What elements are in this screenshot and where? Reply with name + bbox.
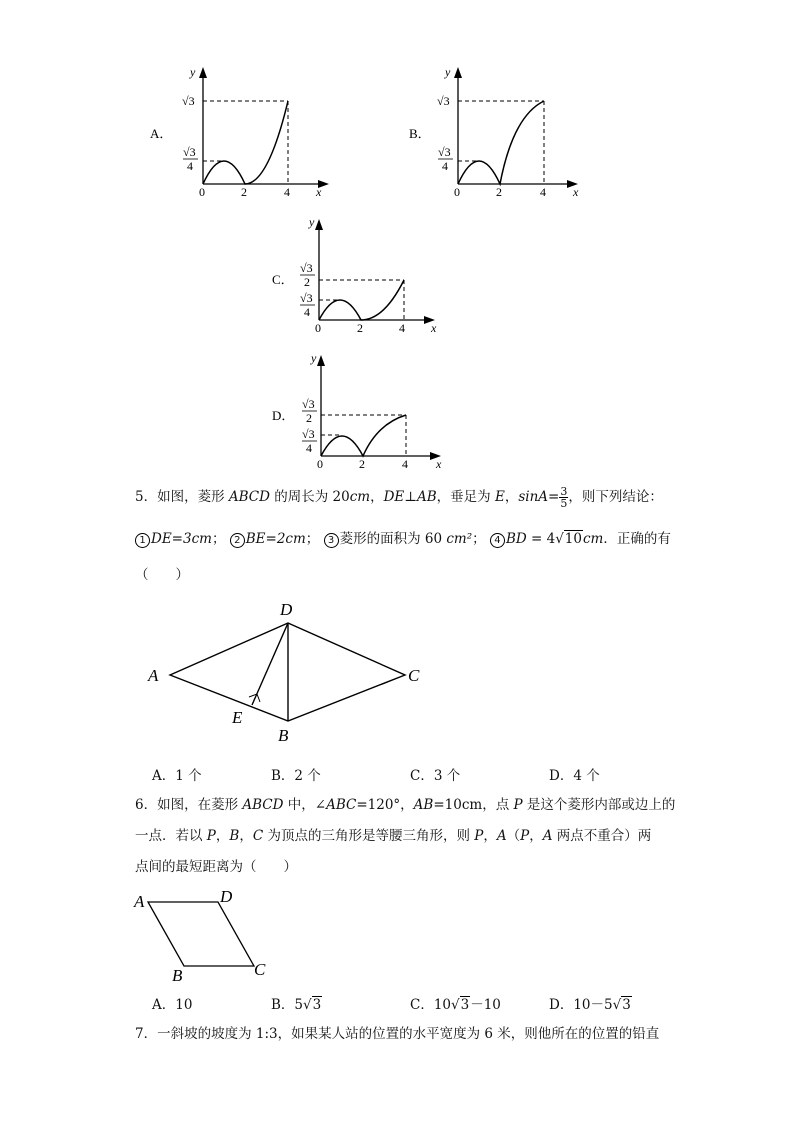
circled-2-icon: 2 <box>230 533 245 548</box>
vertex-a: A <box>148 666 159 685</box>
q6-option-b[interactable]: B．5√3 <box>271 997 322 1013</box>
tick-4: 4 <box>284 185 290 199</box>
q5-option-d[interactable]: D．4 个 <box>549 768 600 784</box>
q5-stem-line1: 5．如图，菱形 ABCD 的周长为 20cm，DE⊥AB，垂足为 E，sinA= $\frac{3}{5}$ ，则下列结论： <box>135 485 663 510</box>
x-axis-label: x <box>316 185 322 199</box>
y-arrow-icon <box>317 355 325 366</box>
vertex-b: B <box>278 726 289 745</box>
q6-option-a[interactable]: A．10 <box>152 997 193 1013</box>
q7-stem-line1: 7．一斜坡的坡度为 1:3，如果某人站的位置的水平宽度为 6 米，则他所在的位置的铅直 <box>135 1026 660 1042</box>
graph-c-label: C． <box>272 272 294 287</box>
y-arrow-icon <box>199 67 207 78</box>
graph-option-b <box>395 60 595 200</box>
vertex-b: B <box>172 966 183 985</box>
tick-0: 0 <box>199 185 205 199</box>
y-axis-label: y <box>309 215 315 229</box>
tick-2: 2 <box>241 185 247 199</box>
tick-4: 4 <box>402 457 408 471</box>
tick-sqrt3-4-den: 4 <box>304 305 310 319</box>
tick-sqrt3-4-num: √3 <box>300 291 313 305</box>
q6-option-d[interactable]: D．10－5√3 <box>549 997 631 1013</box>
tick-sqrt3-2-num: √3 <box>302 397 315 411</box>
tick-0: 0 <box>454 185 460 199</box>
tick-sqrt3-4-den: 4 <box>187 159 193 173</box>
circled-3-icon: 3 <box>324 533 339 548</box>
tick-sqrt3-4-num: √3 <box>302 427 315 441</box>
y-arrow-icon <box>315 219 323 230</box>
tick-sqrt3-2-den: 2 <box>304 275 310 289</box>
q5-stem-line2: 1 DE=3cm； 2 BE=2cm； 3 菱形的面积为 60 cm²； 4 BD = 4√10cm．正确的有 <box>135 529 671 549</box>
sina-fraction: $\frac{3}{5}$ <box>560 485 568 510</box>
graph-curve <box>203 101 288 184</box>
q5-option-c[interactable]: C．3 个 <box>410 768 461 784</box>
tick-0: 0 <box>315 321 321 335</box>
circled-1-icon: 1 <box>135 533 150 548</box>
graph-b-label: B． <box>409 126 431 141</box>
tick-sqrt3-4-den: 4 <box>442 159 448 173</box>
tick-sqrt3-4-num: √3 <box>183 145 196 159</box>
q6-stem-line3: 点间的最短距离为（ ） <box>135 859 297 875</box>
tick-2: 2 <box>357 321 363 335</box>
y-axis-label: y <box>190 65 196 79</box>
tick-sqrt3-2-num: √3 <box>300 261 313 275</box>
x-axis-label: x <box>436 457 442 471</box>
point-e: E <box>232 708 243 727</box>
graph-d-label: D． <box>272 408 295 423</box>
tick-4: 4 <box>540 185 546 199</box>
tick-sqrt3: √3 <box>182 94 195 108</box>
graph-a-label: A． <box>150 126 173 141</box>
graph-option-d <box>262 348 462 478</box>
q6-stem-line2: 一点．若以 P，B，C 为顶点的三角形是等腰三角形，则 P，A（P，A 两点不重合）两 <box>135 828 652 844</box>
vertex-c: C <box>254 960 266 979</box>
vertex-c: C <box>408 666 420 685</box>
tick-2: 2 <box>359 457 365 471</box>
x-axis-label: x <box>573 185 579 199</box>
segment-de <box>252 623 288 705</box>
circled-4-icon: 4 <box>490 533 505 548</box>
graph-option-c <box>262 212 462 342</box>
q6-stem-line1: 6．如图，在菱形 ABCD 中，∠ABC=120°，AB=10cm，点 P 是这个菱形内部或边上的 <box>135 797 676 813</box>
tick-0: 0 <box>317 457 323 471</box>
q6-rhombus-figure <box>130 885 280 985</box>
rhombus-abcd <box>148 902 254 966</box>
vertex-d: D <box>280 600 293 619</box>
tick-sqrt3-2-den: 2 <box>306 411 312 425</box>
graph-curve <box>321 415 406 456</box>
graph-curve <box>319 280 404 320</box>
vertex-d: D <box>220 887 233 906</box>
vertex-a: A <box>134 892 145 911</box>
x-axis-label: x <box>431 321 437 335</box>
q5-answer-paren: （ ） <box>135 567 189 583</box>
y-axis-label: y <box>445 65 451 79</box>
tick-4: 4 <box>399 321 405 335</box>
q5-option-a[interactable]: A．1 个 <box>152 768 202 784</box>
tick-2: 2 <box>496 185 502 199</box>
q5-rhombus-figure <box>140 595 440 750</box>
q6-option-c[interactable]: C．10√3－10 <box>410 997 501 1013</box>
tick-sqrt3: √3 <box>437 94 450 108</box>
tick-sqrt3-4-num: √3 <box>438 145 451 159</box>
graph-option-a <box>140 60 340 200</box>
tick-sqrt3-4-den: 4 <box>306 441 312 455</box>
q5-option-b[interactable]: B．2 个 <box>271 768 321 784</box>
graph-curve <box>458 101 544 184</box>
y-axis-label: y <box>311 351 317 365</box>
y-arrow-icon <box>454 67 462 78</box>
